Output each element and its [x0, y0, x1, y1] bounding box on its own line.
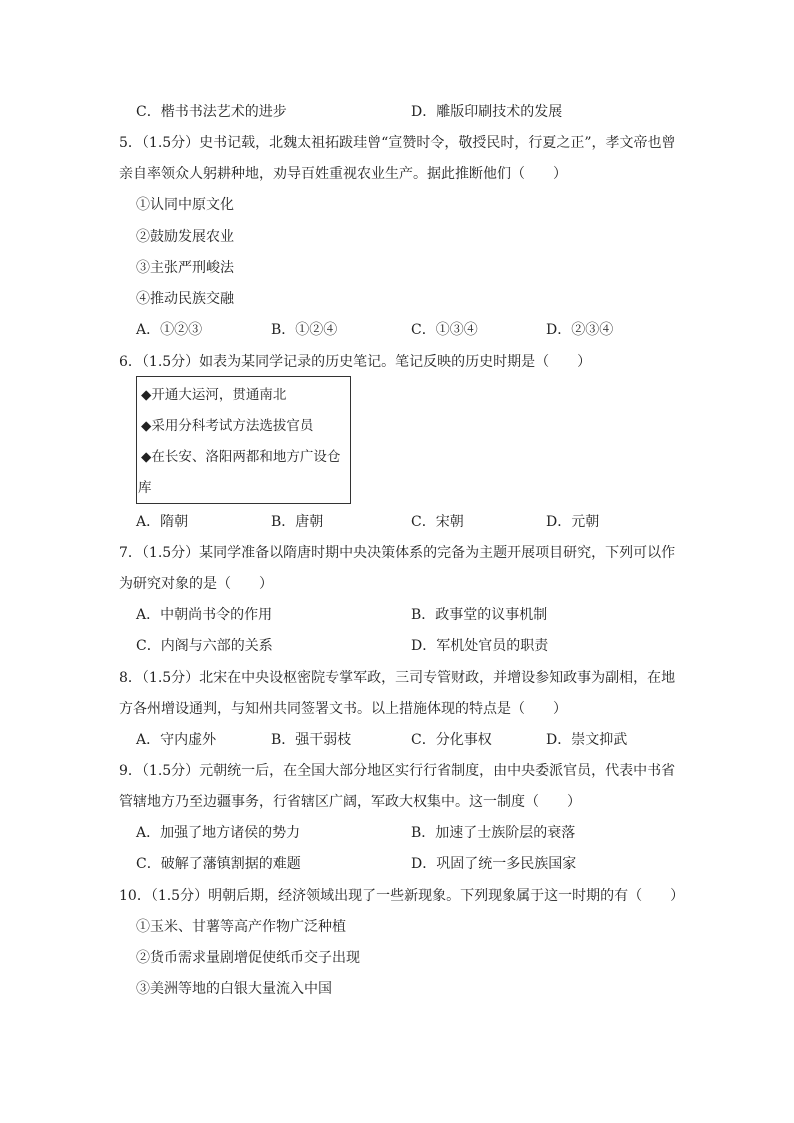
q6-options	[136, 512, 696, 532]
q7-options-row1	[136, 605, 696, 625]
q7-stem-line1: 7．（1.5分）某同学准备以隋唐时期中央决策体系的完备为主题开展项目研究，下列可以作	[119, 545, 676, 561]
q5-options	[136, 320, 696, 340]
q5-stem-line2: 亲自率领众人躬耕种地，劝导百姓重视农业生产。据此推断他们（ ）	[119, 166, 567, 182]
q9-stem-line2: 管辖地方乃至边疆事务，行省辖区广阔，军政大权集中。这一制度（ ）	[119, 794, 581, 810]
q8-stem-line1: 8．（1.5分）北宋在中央设枢密院专掌军政，三司专管财政，并增设参知政事为副相，在地	[119, 670, 676, 686]
q8-options	[136, 730, 696, 750]
note-2: ◆采用分科考试方法选拔官员	[141, 418, 314, 434]
option-d[interactable]: D．军机处官员的职责	[411, 638, 549, 654]
note-3: ◆在长安、洛阳两都和地方广设仓	[141, 449, 341, 465]
option-a[interactable]: A．加强了地方诸侯的势力	[136, 825, 301, 841]
option-a[interactable]: A．①②③	[136, 322, 203, 338]
option-b[interactable]: B．①②④	[271, 322, 338, 338]
q10-item-3: ③美洲等地的白银大量流入中国	[136, 981, 332, 997]
q9-stem-line1: 9．（1.5分）元朝统一后，在全国大部分地区实行行省制度，由中央委派官员，代表中书省	[119, 763, 676, 779]
option-d[interactable]: D．崇文抑武	[546, 732, 628, 748]
option-b[interactable]: B．强干弱枝	[271, 732, 352, 748]
note-3-cont: 库	[138, 480, 152, 496]
option-c[interactable]: C．破解了藩镇割据的难题	[136, 856, 301, 872]
note-1: ◆开通大运河，贯通南北	[141, 387, 287, 403]
option-a[interactable]: A．中朝尚书令的作用	[136, 607, 273, 623]
option-d[interactable]: D．②③④	[546, 322, 614, 338]
option-d[interactable]: D．雕版印刷技术的发展	[411, 104, 563, 120]
option-a[interactable]: A．守内虚外	[136, 732, 217, 748]
q5-item-2: ②鼓励发展农业	[136, 229, 234, 245]
option-d[interactable]: D．巩固了统一多民族国家	[411, 856, 577, 872]
q5-stem-line1: 5．（1.5分）史书记载，北魏太祖拓跋珪曾“宣赞时令，敬授民时，行夏之正”，孝文帝也曾	[119, 135, 676, 151]
option-d[interactable]: D．元朝	[546, 514, 600, 530]
option-c[interactable]: C．分化事权	[411, 732, 492, 748]
q10-item-1: ①玉米、甘薯等高产作物广泛种植	[136, 919, 346, 935]
q9-options-row2	[136, 854, 696, 874]
option-b[interactable]: B．政事堂的议事机制	[411, 607, 548, 623]
q7-stem-line2: 为研究对象的是（ ）	[119, 576, 273, 592]
q5-item-4: ④推动民族交融	[136, 291, 234, 307]
q7-options-row2	[136, 636, 696, 656]
q6-stem-line1: 6．（1.5分）如表为某同学记录的历史笔记。笔记反映的历史时期是（ ）	[119, 354, 592, 370]
q9-options-row1	[136, 823, 696, 843]
q5-item-3: ③主张严刑峻法	[136, 260, 234, 276]
q10-item-2: ②货币需求量剧增促使纸币交子出现	[136, 950, 360, 966]
option-c[interactable]: C．楷书书法艺术的进步	[136, 104, 287, 120]
option-b[interactable]: B．唐朝	[271, 514, 324, 530]
option-c[interactable]: C．内阁与六部的关系	[136, 638, 273, 654]
option-a[interactable]: A．隋朝	[136, 514, 189, 530]
q10-stem-line1: 10．（1.5分）明朝后期，经济领域出现了一些新现象。下列现象属于这一时期的有（ ）	[119, 888, 685, 904]
q8-stem-line2: 方各州增设通判，与知州共同签署文书。以上措施体现的特点是（ ）	[119, 701, 567, 717]
option-b[interactable]: B．加速了士族阶层的衰落	[411, 825, 576, 841]
option-c[interactable]: C．①③④	[411, 322, 478, 338]
q4-options	[136, 102, 696, 122]
option-c[interactable]: C．宋朝	[411, 514, 464, 530]
history-notes-table	[136, 376, 351, 504]
q5-item-1: ①认同中原文化	[136, 197, 234, 213]
